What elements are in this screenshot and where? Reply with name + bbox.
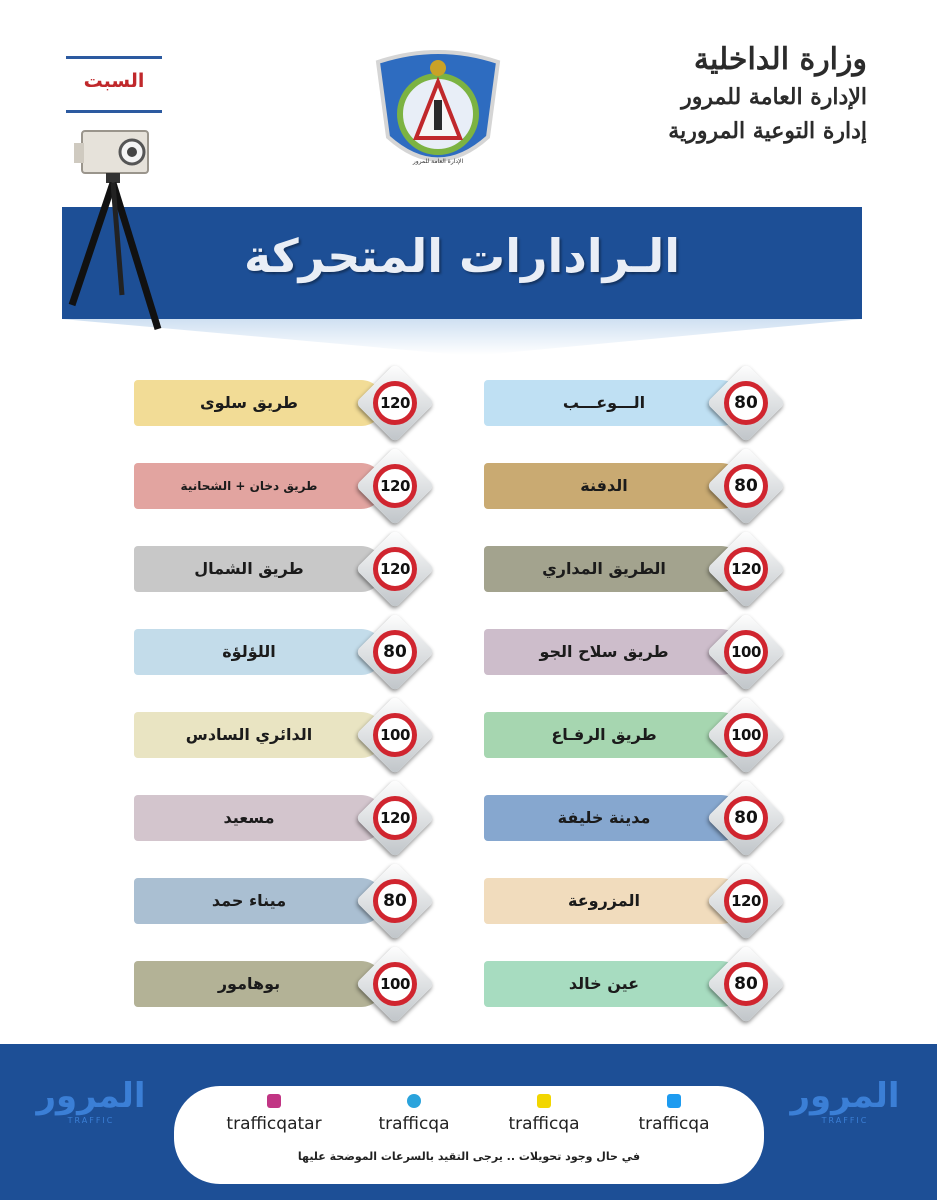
- road-row: [484, 380, 744, 426]
- speed-value: 80: [383, 642, 407, 662]
- traffic-logo-right: [790, 1076, 900, 1125]
- speed-value: 120: [731, 892, 761, 910]
- speed-value: 80: [383, 891, 407, 911]
- road-name: الدائري السادس: [185, 725, 313, 744]
- road-row: [134, 712, 384, 758]
- road-row: [134, 629, 384, 675]
- road-name: مدينة خليفة: [557, 808, 651, 827]
- road-row: [134, 380, 384, 426]
- road-row: [484, 463, 744, 509]
- road-row: [134, 546, 384, 592]
- speed-value: 120: [380, 560, 410, 578]
- road-row: [134, 878, 384, 924]
- speed-limit-sign: [360, 534, 430, 604]
- traffic-emblem: [368, 42, 508, 182]
- speed-limit-sign: [711, 949, 781, 1019]
- telegram-icon: [407, 1094, 421, 1108]
- speed-value: 80: [734, 808, 758, 828]
- instagram-handle[interactable]: [214, 1114, 334, 1134]
- ministry-name: وزارة الداخلية: [693, 42, 867, 77]
- road-name: طريق الشمال: [194, 559, 304, 578]
- traffic-logo-left: [36, 1076, 146, 1125]
- day-label: السبت: [83, 70, 145, 92]
- road-row: [484, 961, 744, 1007]
- road-name: طريق سلوى: [200, 393, 298, 412]
- banner-title: الـرادارات المتحركة: [243, 229, 681, 283]
- twitter-handle[interactable]: [614, 1114, 734, 1134]
- title-banner: [62, 207, 862, 319]
- road-name: طريق دخان + الشحانية: [180, 479, 318, 493]
- speed-value: 120: [380, 394, 410, 412]
- twitter-handle-text: trafficqa: [638, 1114, 710, 1134]
- road-name: عين خالد: [568, 974, 640, 993]
- road-name: اللؤلؤة: [222, 642, 276, 661]
- speed-camera-illustration: [60, 125, 175, 335]
- telegram-handle-text: trafficqa: [378, 1114, 450, 1134]
- section-name: إدارة التوعية المرورية: [668, 118, 867, 144]
- road-row: [484, 546, 744, 592]
- snapchat-icon: [537, 1094, 551, 1108]
- banner-pointer: [62, 319, 862, 359]
- speed-value: 80: [734, 974, 758, 994]
- road-name: المزروعة: [568, 891, 640, 910]
- road-name: بوهامور: [217, 974, 281, 993]
- day-top-divider: [66, 56, 162, 59]
- detour-notice: في حال وجود تحويلات .. يرجى التقيد بالسرعات الموضحة عليها: [297, 1150, 641, 1163]
- speed-limit-sign: [711, 368, 781, 438]
- speed-limit-sign: [360, 368, 430, 438]
- speed-limit-sign: [360, 451, 430, 521]
- road-name: طريق الرفـاع: [551, 725, 657, 744]
- road-name: الـــوعـــب: [562, 393, 646, 412]
- snapchat-handle[interactable]: [484, 1114, 604, 1134]
- road-name: مسعيد: [223, 808, 275, 827]
- speed-value: 120: [380, 477, 410, 495]
- road-row: [484, 712, 744, 758]
- speed-limit-sign: [711, 866, 781, 936]
- traffic-logo-right-text: المرور: [790, 1076, 900, 1116]
- speed-value: 120: [731, 560, 761, 578]
- road-row: [484, 629, 744, 675]
- road-name: ميناء حمد: [211, 891, 287, 910]
- road-row: [484, 878, 744, 924]
- road-row: [134, 463, 384, 509]
- speed-camera-icon: [60, 125, 175, 335]
- social-handles-panel: [174, 1086, 764, 1184]
- speed-limit-sign: [360, 866, 430, 936]
- road-name: الطريق المداري: [542, 559, 666, 578]
- speed-limit-sign: [711, 783, 781, 853]
- road-row: [134, 961, 384, 1007]
- twitter-icon: [667, 1094, 681, 1108]
- speed-limit-sign: [360, 617, 430, 687]
- traffic-logo-right-sub: TRAFFIC: [821, 1116, 869, 1125]
- traffic-logo-left-sub: TRAFFIC: [67, 1116, 115, 1125]
- road-name: الدفنة: [580, 476, 628, 495]
- speed-limit-sign: [360, 949, 430, 1019]
- telegram-handle[interactable]: [354, 1114, 474, 1134]
- speed-value: 100: [380, 975, 410, 993]
- speed-limit-sign: [711, 451, 781, 521]
- department-name: الإدارة العامة للمرور: [681, 84, 867, 110]
- road-row: [484, 795, 744, 841]
- instagram-icon: [267, 1094, 281, 1108]
- day-label-box: [66, 56, 162, 114]
- day-bottom-divider: [66, 110, 162, 113]
- speed-value: 80: [734, 393, 758, 413]
- traffic-logo-left-text: المرور: [36, 1076, 146, 1116]
- speed-value: 100: [731, 643, 761, 661]
- road-row: [134, 795, 384, 841]
- ministry-header: [647, 40, 867, 148]
- speed-limit-sign: [711, 534, 781, 604]
- speed-value: 100: [731, 726, 761, 744]
- speed-limit-sign: [711, 700, 781, 770]
- snapchat-handle-text: trafficqa: [508, 1114, 580, 1134]
- road-name: طريق سلاح الجو: [539, 642, 669, 661]
- speed-limit-sign: [360, 783, 430, 853]
- speed-limit-sign: [360, 700, 430, 770]
- speed-limit-sign: [711, 617, 781, 687]
- emblem-caption: الإدارة العامة للمرور: [412, 158, 464, 165]
- speed-value: 80: [734, 476, 758, 496]
- instagram-handle-text: trafficqatar: [226, 1114, 322, 1134]
- speed-value: 120: [380, 809, 410, 827]
- speed-value: 100: [380, 726, 410, 744]
